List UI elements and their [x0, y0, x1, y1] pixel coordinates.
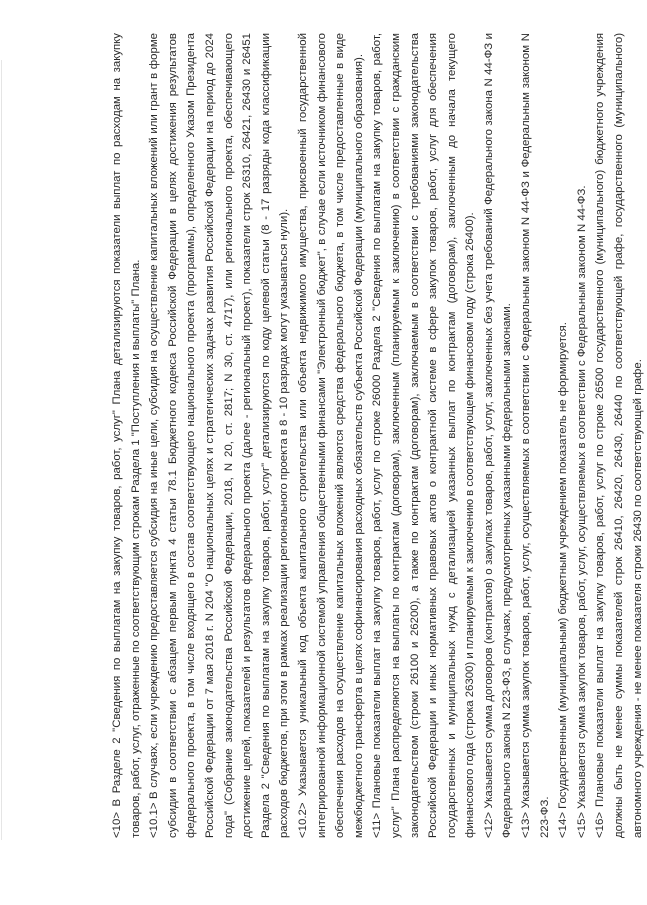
scan-edge-line [1, 60, 2, 840]
footnote-10-1: <10.1> В случаях, если учреждению предоставляется субсидия на иные цели, субсидия на осуществление капитальных вложений или грант в форме субсидии в соответствии с абзацем первым пункта 4 статьи 78.1 Бюджетного кодекса Российской Федерации в целях достижения результатов федерального проекта, в том числе входящего в состав соответствующего национального проекта (программы), определенного Указом Президента Российской Федерации от 7 мая 2018 г. N 204 "О национальных целях и стратегических задачах развития Российской Федерации на период до 2024 года" (Собрание законодательства Российской Федерации, 2018, N 20, ст. 2817; N 30, ст. 4717), или регионального проекта, обеспечивающего достижение целей, показателей и результатов федерального проекта (далее - региональный проект), показатели строк 26310, 26421, 26430 и 26451 Раздела 2 "Сведения по выплатам на закупку товаров, работ, услуг" детализируются по коду целевой статьи (8 - 17 разряды кода классификации расходов бюджетов, при этом в рамках реализации регионального проекта в 8 - 10 разрядах могут указываться нули). [148, 33, 291, 838]
footnote-14: <14> Государственным (муниципальным) бюджетным учреждением показатель не формируется. [557, 322, 570, 838]
footnote-11: <11> Плановые показатели выплат на закупку товаров, работ, услуг по строке 26000 Раздела 2 "Сведения по выплатам на закупку товаров, работ, услуг" Плана распределяются на выплаты по контрактам (договорам), заключенным (планируемым к заключению) в соответствии с гражданским законодательством (строки 26100 и 26200), а также по контрактам (договорам), заключаемым в соответствии с требованиями законодательства Российской Федерации и иных нормативных правовых актов о контрактной системе в сфере закупок товаров, работ, услуг для обеспечения государственных и муниципальных нужд с детализацией указанных выплат по контрактам (договорам), заключенным до начала текущего финансового года (строка 26300) и планируемым к заключению в соответствующем финансовом году (строка 26400). [371, 33, 477, 838]
footnote-15: <15> Указывается сумма закупок товаров, работ, услуг, осуществляемых в соответствии с Федеральным законом N 44-ФЗ. [575, 185, 588, 838]
footnote-13: <13> Указывается сумма закупок товаров, работ, услуг, осуществляемых в соответствии с Федеральным законом N 44-ФЗ и Федеральным законом N 223-ФЗ. [520, 33, 551, 838]
footnote-12: <12> Указывается сумма договоров (контрактов) о закупках товаров, работ, услуг, заключенных без учета требований Федерального закона N 44-ФЗ и Федерального закона N 223-ФЗ, в случаях, предусмотренных указанными федеральными законами. [482, 33, 514, 838]
footnote-16: <16> Плановые показатели выплат на закупку товаров, работ, услуг по строке 26500 государственного (муниципального) бюджетного учреждения должны быть не менее суммы показателей строк 26410, 26420, 26430, 26440 по соответствующей графе, государственного (муниципального) автономного учреждения - не менее показателя строки 26430 по соответствующей графе. [594, 33, 644, 838]
footnote-10-2: <10.2> Указывается уникальный код объекта капитального строительства или объекта недвижимого имущества, присвоенный государственной интегрированной информационной системой управления общественными финансами "Электронный бюджет", в случае если источником финансового обеспечения расходов на осуществление капитальных вложений являются средства федерального бюджета, в том числе предоставленные в виде межбюджетного трансферта в целях софинансирования расходных обязательств субъекта Российской Федерации (муниципального образования). [296, 33, 365, 838]
footnote-10: <10> В Разделе 2 "Сведения по выплатам на закупку товаров, работ, услуг" Плана детализируются показатели выплат по расходам на закупку товаров, работ, услуг, отраженные по соответствующим строкам Раздела 1 "Поступления и выплаты" Плана. [111, 33, 142, 838]
rotated-text-block [108, 33, 647, 838]
footnotes-list [108, 33, 647, 838]
